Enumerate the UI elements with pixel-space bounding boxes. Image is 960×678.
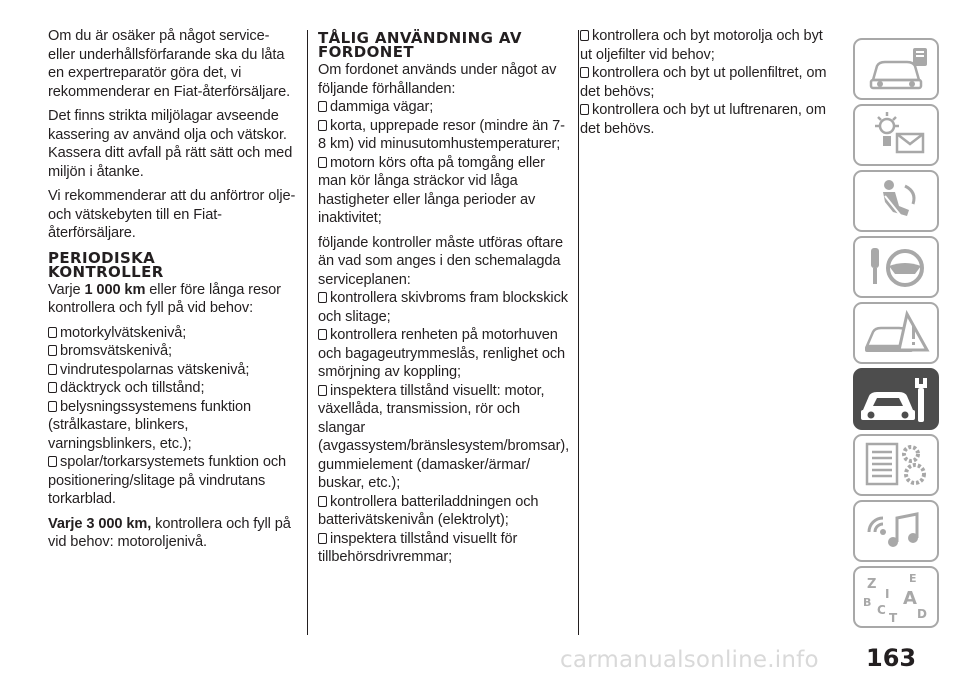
- list-item: [580, 64, 836, 101]
- bullet-box-icon: [580, 30, 589, 41]
- heading-line: FORDONET: [318, 43, 414, 61]
- index-letter: B: [863, 596, 872, 609]
- list-item-text: motorn körs ofta på tomgång eller man kör långa sträckor vid låga hastigheter eller långa perioder av inaktivitet;: [318, 154, 545, 226]
- paragraph: [48, 281, 298, 318]
- list-item: [580, 101, 836, 138]
- list-item: [48, 361, 298, 380]
- list-item-text: vindrutespolarnas vätskenivå;: [60, 361, 250, 378]
- heading-line: KONTROLLER: [48, 262, 164, 281]
- paragraph: Om fordonet används under något av följande förhållanden:: [318, 62, 557, 97]
- paragraph: Det finns strikta miljölagar avseende kassering av använd olja och vätskor. Kassera ditt avfall på rätt sätt och med miljön i åtanke.: [48, 108, 293, 180]
- list-item-text: spolar/torkarsystemets funktion och positionering/slitage på vindrutans torkarblad.: [48, 454, 287, 507]
- list-item: [48, 324, 298, 343]
- list-item-text: däcktryck och tillstånd;: [60, 380, 205, 396]
- bullet-box-icon: [48, 382, 57, 393]
- bullet-box-icon: [318, 292, 327, 303]
- tab-emergency[interactable]: [853, 302, 939, 364]
- conditions-list: [318, 98, 570, 228]
- bold-text: Varje 3 000 km,: [48, 515, 152, 532]
- heading-line: TÅLIG ANVÄNDNING AV: [318, 29, 522, 47]
- index-letter: D: [917, 607, 927, 621]
- column-3: [580, 27, 836, 138]
- tab-technical-data[interactable]: [853, 434, 939, 496]
- multimedia-icon: [855, 502, 937, 560]
- check-list: [48, 324, 298, 509]
- list-item: [318, 289, 570, 326]
- list-item: [48, 342, 298, 361]
- seat-airbag-icon: [855, 172, 937, 230]
- alphabetical-index-icon: [855, 568, 937, 626]
- bullet-box-icon: [48, 401, 57, 412]
- bold-text: 1 000 km: [84, 281, 146, 298]
- technical-data-icon: [855, 436, 937, 494]
- bullet-box-icon: [318, 120, 327, 131]
- column-2: [318, 27, 570, 567]
- list-item-text: belysningssystemens funktion (strålkastare, blinkers, varningsblinkers, etc.);: [48, 398, 252, 452]
- paragraph: Om du är osäker på något service- eller underhållsförfarande ska du låta en expertreparatör göra det, vi rekommenderar en Fiat-återförsäljare.: [48, 28, 291, 100]
- list-item: [318, 117, 570, 154]
- list-item: [318, 493, 570, 530]
- index-letter: I: [885, 587, 890, 601]
- section-heading-severe-use: [318, 31, 570, 59]
- checks-list: [318, 289, 570, 567]
- list-item: [318, 382, 570, 493]
- list-item-text: kontrollera renheten på motorhuven och bagageutrymmeslås, renlighet och smörjning av koppling;: [318, 327, 566, 380]
- column-1: [48, 27, 298, 558]
- list-item-text: inspektera tillstånd visuellt: motor, växellåda, transmission, rör och slangar (avgassystem/bränslesystem/bromsar), gummielement (damasker/ärmar/ buskar, etc.);: [318, 382, 570, 491]
- list-item-text: kontrollera och byt ut luftrenaren, om det behövs.: [580, 102, 826, 137]
- page-number: 163: [866, 644, 917, 672]
- bullet-box-icon: [48, 364, 57, 375]
- emergency-car-icon: [855, 304, 937, 362]
- bullet-box-icon: [48, 327, 57, 338]
- list-item: [318, 154, 570, 228]
- bullet-box-icon: [48, 456, 57, 467]
- tab-car-dashboard[interactable]: [853, 38, 939, 100]
- list-item-text: dammiga vägar;: [330, 99, 434, 115]
- tab-warning-lights[interactable]: [853, 104, 939, 166]
- list-item-text: kontrollera batteriladdningen och batterivätskenivån (elektrolyt);: [318, 493, 539, 528]
- bullet-box-icon: [318, 101, 327, 112]
- tab-multimedia[interactable]: [853, 500, 939, 562]
- list-item-text: kontrollera skivbroms fram blockskick och slitage;: [318, 290, 568, 325]
- list-item-text: korta, upprepade resor (mindre än 7-8 km) vid minusutomhustemperaturer;: [318, 117, 565, 152]
- warning-lights-icon: [855, 106, 937, 164]
- tab-safety[interactable]: [853, 170, 939, 232]
- bullet-box-icon: [318, 533, 327, 544]
- paragraph: Vi rekommenderar att du anförtror olje- och vätskebyten till en Fiat-återförsäljare.: [48, 188, 296, 241]
- bullet-box-icon: [48, 345, 57, 356]
- watermark: carmanualsonline.info: [560, 647, 819, 673]
- index-letter: E: [909, 572, 917, 585]
- text-span: Varje: [48, 281, 85, 298]
- tab-maintenance[interactable]: [853, 368, 939, 430]
- paragraph: [48, 515, 298, 552]
- list-item: [318, 530, 570, 567]
- bullet-box-icon: [318, 496, 327, 507]
- column-divider: [578, 30, 579, 635]
- car-wrench-icon: [855, 370, 937, 428]
- tab-index[interactable]: [853, 566, 939, 628]
- list-item-text: kontrollera och byt motorolja och byt ut oljefilter vid behov;: [580, 28, 823, 63]
- list-item: [48, 379, 298, 398]
- text-span: kontrollera och fyll på vid behov: motoroljenivå.: [48, 515, 291, 550]
- list-item-text: inspektera tillstånd visuellt för tillbehörsdrivremmar;: [318, 530, 518, 565]
- tab-starting-driving[interactable]: [853, 236, 939, 298]
- index-letter: A: [903, 588, 917, 609]
- text-span: eller före långa resor kontrollera och fyll på vid behov:: [48, 281, 281, 316]
- bullet-box-icon: [580, 67, 589, 78]
- list-item-text: motorkylvätskenivå;: [60, 324, 187, 341]
- section-heading-periodic-checks: [48, 248, 298, 281]
- car-dashboard-icon: [855, 40, 937, 98]
- list-item: [48, 453, 298, 509]
- bullet-box-icon: [318, 157, 327, 168]
- bullet-box-icon: [318, 385, 327, 396]
- bullet-box-icon: [580, 104, 589, 115]
- bullet-box-icon: [318, 329, 327, 340]
- key-steering-wheel-icon: [855, 238, 937, 296]
- index-letter: C: [877, 603, 886, 617]
- column-divider: [307, 30, 308, 635]
- list-item-text: bromsvätskenivå;: [60, 343, 172, 359]
- list-item: [318, 326, 570, 382]
- list-item-text: kontrollera och byt ut pollenfiltret, om det behövs;: [580, 65, 827, 100]
- list-item: [48, 398, 298, 454]
- paragraph: följande kontroller måste utföras oftare än vad som anges i den schemalagda serviceplanen:: [318, 234, 564, 288]
- list-item: [580, 27, 836, 64]
- heading-line: PERIODISKA: [48, 248, 156, 267]
- index-letter: T: [889, 611, 898, 625]
- index-letter: Z: [867, 577, 877, 592]
- list-item: [318, 98, 570, 117]
